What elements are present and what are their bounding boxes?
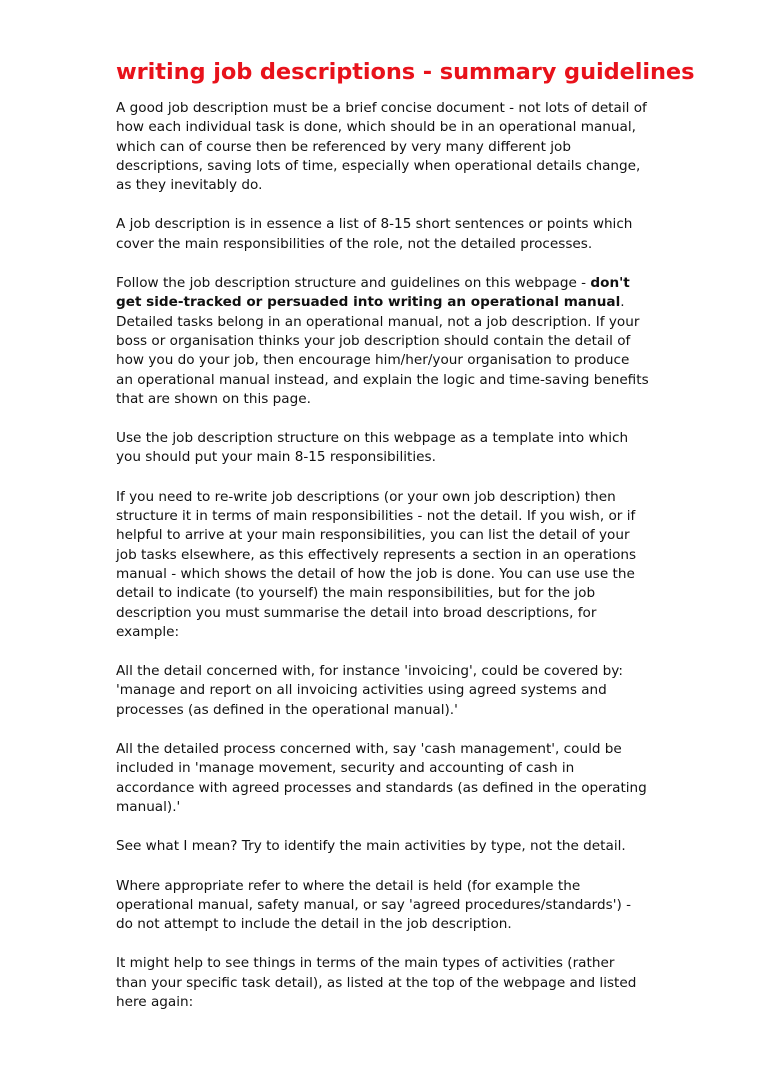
- paragraph-template: [116, 429, 656, 468]
- text-line: description you must summarise the detail into broad descriptions, for: [116, 604, 597, 621]
- text-line: All the detailed process concerned with, say 'cash management', could be: [116, 741, 622, 758]
- text-line: Use the job description structure on this webpage as a template into which: [116, 430, 629, 447]
- text-line: boss or organisation thinks your job description should contain the detail of: [116, 332, 631, 349]
- text-line: manual).': [116, 798, 181, 815]
- emphasis-text: don't: [590, 275, 630, 292]
- text-line: detail to indicate (to yourself) the main responsibilities, but for the job: [116, 585, 596, 602]
- text-line: than your specific task detail), as listed at the top of the webpage and listed: [116, 974, 637, 991]
- text-line: If you need to re-write job descriptions (or your own job description) then: [116, 488, 616, 505]
- text-line: 'manage and report on all invoicing activities using agreed systems and: [116, 682, 607, 699]
- paragraph-intro: [116, 99, 656, 195]
- emphasis-text: get side-tracked or persuaded into writing an operational manual: [116, 294, 621, 311]
- paragraph-refer-detail: [116, 877, 656, 935]
- text-line: that are shown on this page.: [116, 390, 311, 407]
- text-line: See what I mean? Try to identify the main activities by type, not the detail.: [116, 838, 626, 855]
- text-line: an operational manual instead, and explain the logic and time-saving benefits: [116, 371, 649, 388]
- text-line: helpful to arrive at your main responsibilities, you can list the detail of your: [116, 527, 630, 544]
- paragraph-definition: [116, 215, 656, 254]
- text-line: job tasks elsewhere, as this effectively represents a section in an operations: [116, 546, 637, 563]
- text-line: processes (as defined in the operational manual).': [116, 701, 458, 718]
- text-line: do not attempt to include the detail in the job description.: [116, 916, 512, 933]
- text-line: All the detail concerned with, for instance 'invoicing', could be covered by:: [116, 663, 623, 680]
- paragraph-activity-types: [116, 954, 656, 1012]
- paragraph-invoicing-example: [116, 662, 656, 720]
- text-line: structure it in terms of main responsibilities - not the detail. If you wish, or if: [116, 508, 636, 525]
- text-line: included in 'manage movement, security and accounting of cash in: [116, 760, 575, 777]
- text-line: operational manual, safety manual, or say 'agreed procedures/standards') -: [116, 896, 632, 913]
- text-line: Where appropriate refer to where the detail is held (for example the: [116, 877, 581, 894]
- text-line: [116, 274, 656, 293]
- text-run: Follow the job description structure and guidelines on this webpage -: [116, 275, 591, 292]
- text-line: manual - which shows the detail of how the job is done. You can use use the: [116, 565, 635, 582]
- text-line: A job description is in essence a list of 8-15 short sentences or points which: [116, 216, 633, 233]
- text-line: [116, 293, 656, 312]
- paragraph-cash-example: [116, 740, 656, 817]
- text-line: which can of course then be referenced by very many different job: [116, 138, 571, 155]
- text-line: accordance with agreed processes and standards (as defined in the operating: [116, 779, 647, 796]
- paragraph-structure-advice: [116, 274, 656, 409]
- paragraph-see-what-i-mean: [116, 837, 656, 856]
- document-body: [116, 57, 695, 1032]
- text-line: A good job description must be a brief concise document - not lots of detail of: [116, 100, 647, 116]
- page-title: writing job descriptions - summary guidelines: [116, 59, 695, 85]
- text-line: It might help to see things in terms of the main types of activities (rather: [116, 955, 615, 972]
- text-line: as they inevitably do.: [116, 177, 263, 194]
- text-line: you should put your main 8-15 responsibilities.: [116, 449, 436, 466]
- text-line: how each individual task is done, which should be in an operational manual,: [116, 119, 636, 136]
- paragraph-rewrite: [116, 488, 656, 642]
- text-line: here again:: [116, 993, 194, 1010]
- text-run: .: [620, 294, 625, 311]
- text-line: descriptions, saving lots of time, especially when operational details change,: [116, 157, 641, 174]
- text-line: cover the main responsibilities of the role, not the detailed processes.: [116, 235, 593, 252]
- text-line: Detailed tasks belong in an operational manual, not a job description. If your: [116, 313, 640, 330]
- text-line: example:: [116, 623, 180, 640]
- text-line: how you do your job, then encourage him/her/your organisation to produce: [116, 352, 630, 369]
